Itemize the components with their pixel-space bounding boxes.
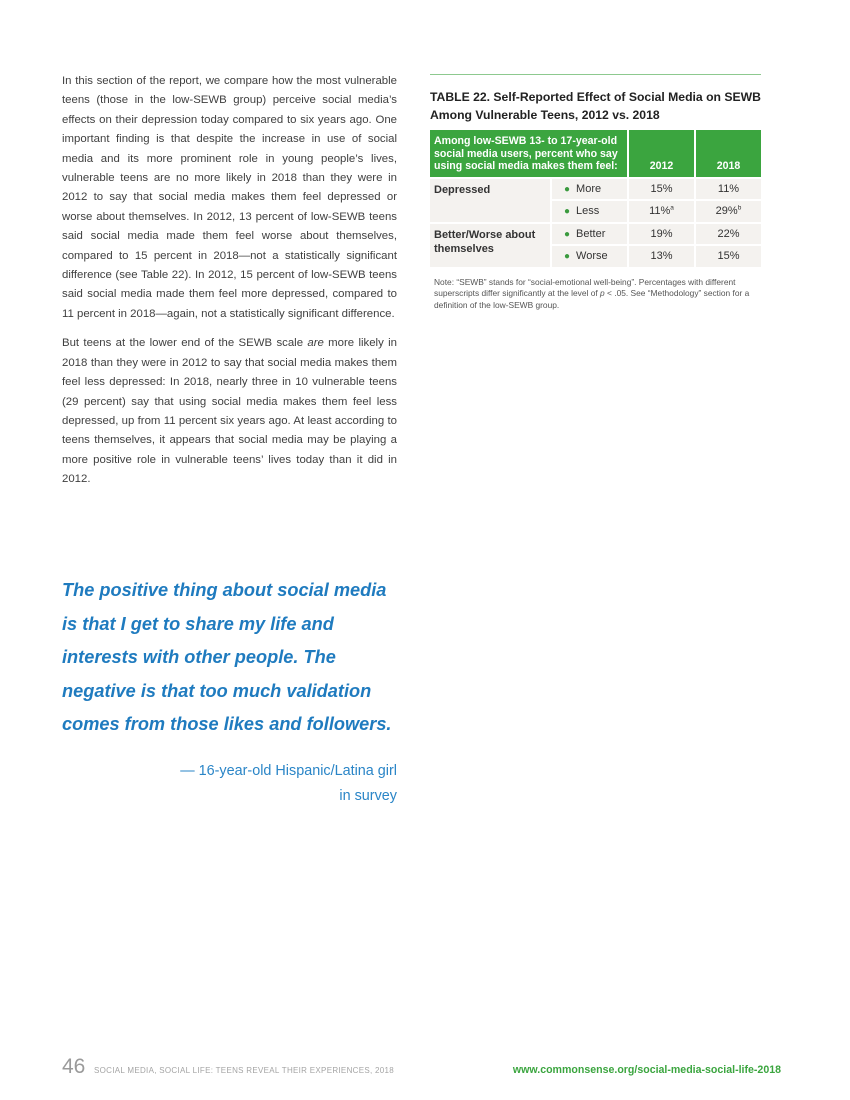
table-row: [430, 223, 761, 246]
row-label-cell: [551, 245, 628, 267]
bullet-icon: ●: [564, 251, 571, 263]
superscript-b: b: [737, 204, 742, 212]
body-paragraph-2-end: more likely in 2018 than they were in 2012 to say that social media makes them feel less depressed: In 2018, nearly three in 10 vulnerable teens (29 percent) say that using social media makes them feel less depressed, up from 11 percent six years ago. At least according to teens themselves, it appears that social media may be playing a more positive role in vulnerable teens’ lives today than it did in 2012.: [62, 337, 397, 486]
value-2018: 22%: [717, 227, 740, 240]
group-label-better-worse: Better/Worse about themselves: [430, 223, 551, 267]
table-top-rule: [430, 74, 761, 75]
quote-attribution: [62, 759, 397, 809]
table-note-start: Note: “SEWB” stands for “social-emotional well-being”. Percentages with different superscripts differ significantly at the level of: [434, 276, 736, 299]
cell-2018: [695, 223, 761, 246]
page-footer: [62, 1055, 781, 1081]
table-header-2012: 2012: [628, 130, 695, 178]
body-paragraph-2-emphasis: are: [307, 337, 324, 350]
row-label: More: [576, 182, 602, 195]
row-label: Better: [576, 227, 606, 240]
cell-2018: [695, 200, 761, 223]
row-label-cell: [551, 178, 628, 201]
table-section: [430, 74, 761, 312]
cell-2018: [695, 245, 761, 267]
value-2012: 11%: [649, 205, 671, 218]
table-note-end: < .05. See “Methodology” section for a definition of the low-SEWB group.: [434, 288, 750, 311]
cell-2012: [628, 178, 695, 201]
value-2012: 13%: [650, 250, 673, 263]
superscript-a: a: [670, 204, 674, 212]
cell-2012: [628, 200, 695, 223]
body-text-column: [62, 72, 397, 500]
page-number: 46: [62, 1055, 86, 1078]
cell-2012: [628, 245, 695, 267]
quote-attribution-line-1: — 16-year-old Hispanic/Latina girl: [180, 763, 397, 779]
quote-attribution-line-2: in survey: [339, 788, 397, 804]
row-label: Worse: [576, 250, 608, 263]
table-note-p: p: [600, 288, 605, 299]
row-label-cell: [551, 200, 628, 223]
table-note: [434, 277, 761, 312]
cell-2012: [628, 223, 695, 246]
bullet-icon: ●: [564, 228, 571, 240]
footer-url-link[interactable]: www.commonsense.org/social-media-social-life-2018: [512, 1064, 781, 1076]
bullet-icon: ●: [564, 206, 571, 218]
data-table: [430, 130, 761, 267]
bullet-icon: ●: [564, 183, 571, 195]
row-label-cell: [551, 223, 628, 246]
row-label: Less: [576, 205, 600, 218]
pull-quote: The positive thing about social media is that I get to share my life and interests with other people. The negative is that too much validation comes from those likes and followers.: [62, 580, 392, 734]
table-header-2018: 2018: [695, 130, 761, 178]
value-2018: 15%: [717, 250, 740, 263]
table-row: [430, 178, 761, 201]
value-2018: 11%: [717, 182, 740, 195]
cell-2018: [695, 178, 761, 201]
footer-report-title: SOCIAL MEDIA, SOCIAL LIFE: TEENS REVEAL THEIR EXPERIENCES, 2018: [94, 1066, 395, 1075]
table-title: TABLE 22. Self-Reported Effect of Social Media on SEWB Among Vulnerable Teens, 2012 vs. 2018: [430, 90, 761, 122]
body-paragraph-2: [62, 334, 397, 489]
body-paragraph-2-start: But teens at the lower end of the SEWB scale: [62, 337, 308, 350]
body-paragraph-1: In this section of the report, we compare how the most vulnerable teens (those in the low-SEWB group) perceive social media’s effects on their depression today compared to six years ago. One important finding is that despite the increase in use of social media and its more prominent role in young people’s lives, vulnerable teens are no more likely in 2018 than they were in 2012 to say that social media makes them feel depressed or worse about themselves. In 2012, 13 percent of low-SEWB teens said social media made them feel worse about themselves, compared to 15 percent in 2018—not a statistically significant difference (see Table 22). In 2012, 15 percent of low-SEWB teens said social media made them feel more depressed, compared to 11 percent in 2018—again, not a statistically significant difference.: [62, 75, 397, 320]
value-2018: 29%: [715, 205, 738, 218]
value-2012: 15%: [650, 182, 673, 195]
value-2012: 19%: [650, 227, 673, 240]
group-label-depressed: Depressed: [430, 178, 551, 223]
table-header-row: [430, 130, 761, 178]
table-header-lead: Among low-SEWB 13- to 17-year-old social media users, percent who say using social media makes them feel:: [430, 130, 628, 178]
